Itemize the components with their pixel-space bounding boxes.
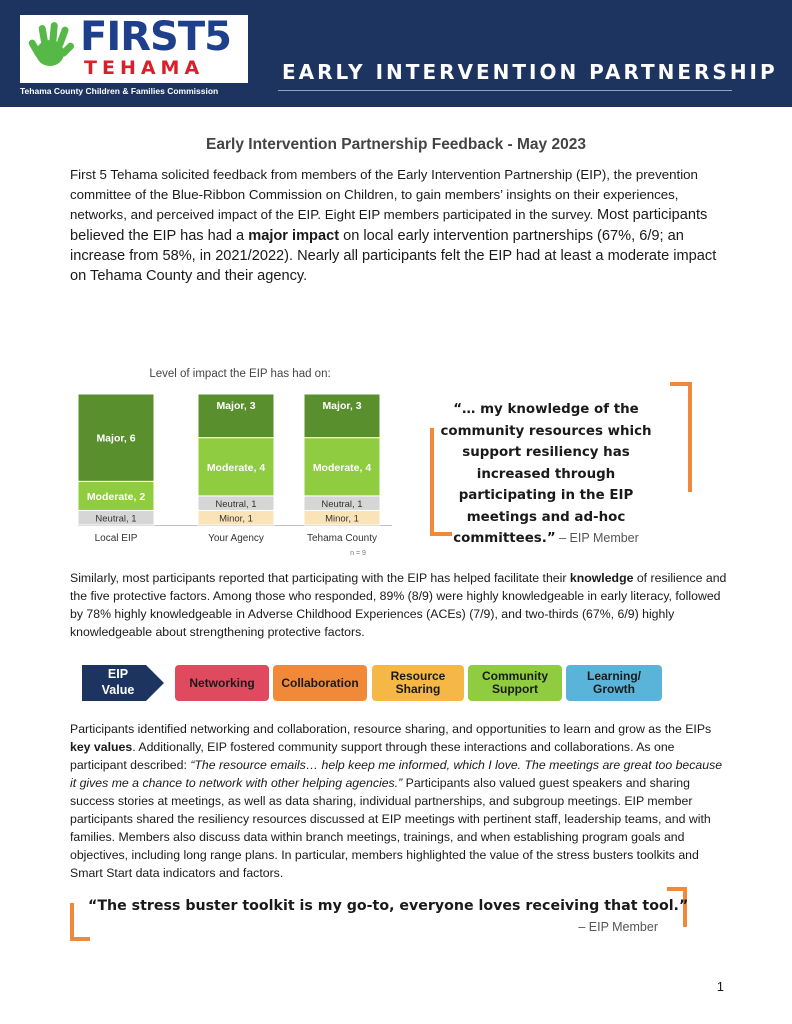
value-community-support: Community Support — [468, 665, 562, 701]
para3-text-3: Participants also valued guest speakers and sharing success stories at meetings, as well as data sharing, individual partnerships, and subgroup meetings. EIP member participants — [70, 776, 693, 826]
category-label-your-agency: Your Agency — [208, 533, 264, 544]
page-number: 1 — [716, 979, 724, 994]
para2-text-2: of resilience and the five protective factors. Among those who responded, 89% (8/9) were highly knowledgeable in early literacy, followed by 78% highly knowledgeable in Adverse Childhood Experiences (ACEs) (7/9), and two-thirds (67%, 6/9) highly knowledgeable about strengthening protective factors. — [70, 571, 727, 639]
value-collaboration: Collaboration — [273, 665, 367, 701]
member-quote-2: “The stress buster toolkit is my go-to, everyone loves receiving that tool.” — [88, 898, 689, 914]
impact-stacked-bar-chart — [70, 385, 410, 560]
key-values-paragraph — [70, 720, 730, 882]
bar-label-neutral-tehama-county: Neutral, 1 — [321, 499, 363, 511]
para3-participant-quote: “The resource emails… help keep me informed, which I love. The meetings are great too because it gives me a chance to network with other helping agencies.” — [70, 758, 723, 790]
intro-paragraph — [70, 165, 730, 286]
page-header — [0, 0, 792, 107]
quote2-bracket-left — [70, 903, 90, 941]
first5-tehama-logo — [20, 15, 248, 83]
member-quote-1-attribution: – EIP Member — [555, 531, 639, 545]
para2-text-1: Similarly, most participants reported that participating with the EIP has helped facilitate their — [70, 571, 570, 585]
chart-sample-size-note: n = 9 — [350, 550, 366, 557]
logo-tehama-text: TEHAMA — [84, 57, 205, 79]
document-title: Early Intervention Partnership Feedback - May 2023 — [206, 136, 586, 153]
para3-text-4: discussed at EIP meetings with pertinent staff, leadership teams, and with families. Members also discuss data within branch meetings, trainings, and when establishing program goals and objectives, including long range plans. In particular, members highlighted the value of the stress busters toolkits and Smart Start data indicators and factors. — [70, 812, 711, 880]
para3-text-1: Participants identified networking and collaboration, resource sharing, and opportunities to learn and grow as the EIPs — [70, 722, 712, 736]
bar-label-major-local-eip: Major, 6 — [96, 432, 136, 445]
intro-text-2: Most participants believed the EIP has had a — [70, 207, 708, 244]
value-resource-sharing: Resource Sharing — [372, 665, 464, 701]
eip-value-banner — [82, 665, 682, 701]
bar-label-neutral-local-eip: Neutral, 1 — [95, 513, 137, 525]
bar-label-major-your-agency: Major, 3 — [216, 400, 256, 412]
bar-label-moderate-local-eip: Moderate, 2 — [86, 490, 146, 503]
knowledge-paragraph — [70, 569, 730, 641]
value-networking: Networking — [175, 665, 269, 701]
member-quote-1 — [432, 399, 660, 550]
bar-label-moderate-your-agency: Moderate, 4 — [206, 461, 266, 474]
bar-label-moderate-tehama-county: Moderate, 4 — [312, 461, 372, 474]
chart-title: Level of impact the EIP has had on: — [149, 368, 331, 380]
member-quote-1-text: “… my knowledge of the community resources which support resiliency has increased through participating in the EIP meetings and ad-hoc committees.” — [440, 402, 652, 546]
quote-bracket-right — [670, 382, 692, 492]
value-learning-growth: Learning/ Growth — [566, 665, 662, 701]
category-label-tehama-county: Tehama County — [306, 533, 378, 544]
bar-label-minor-tehama-county: Minor, 1 — [325, 513, 359, 525]
member-quote-2-attribution: – EIP Member — [578, 920, 658, 934]
logo-first5-text: FIRST5 — [80, 14, 231, 60]
green-hand-icon — [24, 19, 80, 75]
para2-emphasis-knowledge: knowledge — [569, 571, 634, 585]
bar-label-minor-your-agency: Minor, 1 — [219, 513, 253, 525]
para3-text-2: . Additionally, EIP fostered community support through these interactions and collaborations. As one participant described: — [70, 740, 675, 772]
para3-emphasis-resiliency: shared the resiliency resources — [136, 812, 307, 826]
program-title: EARLY INTERVENTION PARTNERSHIP — [282, 60, 778, 84]
intro-text-3: on local early intervention partnerships (67%, 6/9; an increase from 58%, in 2021/2022). Nearly all participants felt the EIP had at least a moderate impact on Tehama County and their agency. — [70, 227, 717, 285]
category-label-local-eip: Local EIP — [94, 533, 138, 544]
intro-emphasis-major-impact: major impact — [248, 227, 340, 244]
eip-value-label: EIP Value — [101, 667, 135, 697]
intro-text-1: First 5 Tehama solicited feedback from members of the Early Intervention Partnership (EIP), the prevention committee of the Blue-Ribbon Commission on Children, to gain members’ insights on their experiences, networks, and perceived impact of the EIP. Eight EIP members participated in the survey. — [70, 167, 698, 223]
header-divider — [278, 90, 732, 91]
logo-subtitle: Tehama County Children & Families Commission — [20, 86, 219, 96]
bar-label-major-tehama-county: Major, 3 — [322, 400, 362, 412]
para3-emphasis-key-values: key values — [70, 740, 133, 754]
bar-label-neutral-your-agency: Neutral, 1 — [215, 499, 257, 511]
